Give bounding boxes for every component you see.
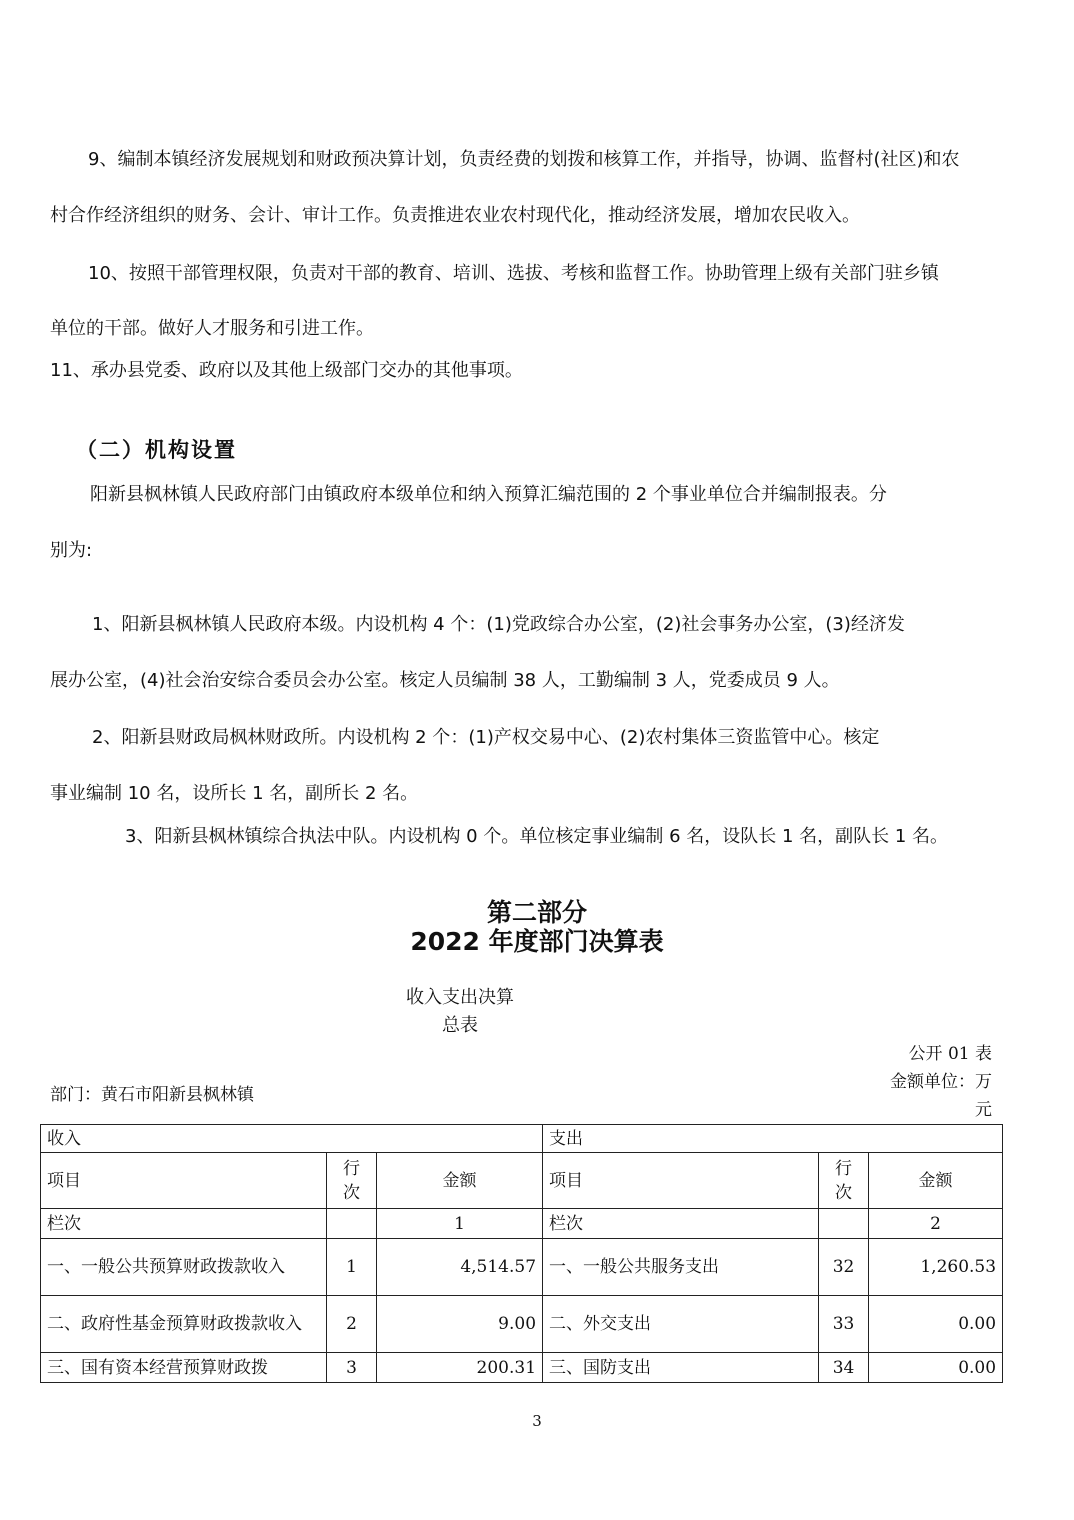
org-item-3: 3、阳新县枫林镇综合执法中队。内设机构 0 个。单位核定事业编制 6 名，设队长 1 名，副队长 1 名。 (125, 826, 949, 847)
table-row (41, 1353, 1003, 1383)
amount-unit-line-1: 金额单位：万 (890, 1072, 992, 1092)
page-number: 3 (532, 1412, 542, 1430)
table-code: 公开 01 表 (908, 1044, 992, 1064)
lanci-income-label: 栏次 (41, 1209, 327, 1239)
income-item: 一、一般公共预算财政拨款收入 (41, 1239, 327, 1296)
table-row (41, 1296, 1003, 1353)
paragraph-9-line-2: 村合作经济组织的财务、会计、审计工作。负责推进农业农村现代化，推动经济发展，增加农民收入。 (50, 205, 860, 226)
lanci-income-row (327, 1209, 377, 1239)
org-item-1-line-2: 展办公室，(4)社会治安综合委员会办公室。核定人员编制 38 人，工勤编制 3 人，党委成员 9 人。 (50, 670, 840, 691)
expense-row-number: 32 (819, 1239, 869, 1296)
section-heading-org-setup: （二）机构设置 (76, 437, 237, 462)
org-item-1-line-1: 1、阳新县枫林镇人民政府本级。内设机构 4 个：(1)党政综合办公室，(2)社会事务办公室，(3)经济发 (92, 614, 905, 635)
paragraph-10-line-1: 10、按照干部管理权限，负责对干部的教育、培训、选拔、考核和监督工作。协助管理上级有关部门驻乡镇 (88, 263, 939, 284)
col-item-expense: 项目 (543, 1153, 819, 1209)
income-amount: 200.31 (377, 1353, 543, 1383)
part-title: 第二部分 (486, 898, 587, 927)
col-row-income: 行 次 (327, 1153, 377, 1209)
income-amount: 9.00 (377, 1296, 543, 1353)
paragraph-10-line-2: 单位的干部。做好人才服务和引进工作。 (50, 318, 374, 339)
expense-header: 支出 (543, 1125, 1003, 1153)
lanci-expense-row (819, 1209, 869, 1239)
income-header: 收入 (41, 1125, 543, 1153)
expense-row-number: 34 (819, 1353, 869, 1383)
expense-item: 一、一般公共服务支出 (543, 1239, 819, 1296)
income-row-number: 2 (327, 1296, 377, 1353)
org-item-2-line-1: 2、阳新县财政局枫林财政所。内设机构 2 个：(1)产权交易中心、(2)农村集体三资监管中心。核定 (92, 727, 880, 748)
table-title-line-2: 总表 (442, 1015, 478, 1036)
amount-unit-line-2: 元 (975, 1100, 992, 1120)
org-intro-line-1: 阳新县枫林镇人民政府部门由镇政府本级单位和纳入预算汇编范围的 2 个事业单位合并编制报表。分 (90, 484, 887, 505)
department-label: 部门：黄石市阳新县枫林镇 (50, 1085, 254, 1105)
income-amount: 4,514.57 (377, 1239, 543, 1296)
lanci-income-number: 1 (377, 1209, 543, 1239)
lanci-expense-label: 栏次 (543, 1209, 819, 1239)
expense-row-number: 33 (819, 1296, 869, 1353)
org-item-2-line-2: 事业编制 10 名，设所长 1 名，副所长 2 名。 (50, 783, 419, 804)
expense-amount: 0.00 (869, 1353, 1003, 1383)
lanci-expense-number: 2 (869, 1209, 1003, 1239)
income-row-number: 3 (327, 1353, 377, 1383)
income-item: 二、政府性基金预算财政拨款收入 (41, 1296, 327, 1353)
table-title-line-1: 收入支出决算 (406, 987, 514, 1008)
expense-amount: 0.00 (869, 1296, 1003, 1353)
income-row-number: 1 (327, 1239, 377, 1296)
income-item: 三、国有资本经营预算财政拨 (41, 1353, 327, 1383)
expense-item: 二、外交支出 (543, 1296, 819, 1353)
paragraph-9-line-1: 9、编制本镇经济发展规划和财政预决算计划，负责经费的划拨和核算工作，并指导，协调、监督村(社区)和农 (88, 149, 960, 170)
table-row (41, 1239, 1003, 1296)
paragraph-11: 11、承办县党委、政府以及其他上级部门交办的其他事项。 (50, 360, 523, 381)
org-intro-line-2: 别为: (50, 540, 93, 561)
part-subtitle: 2022 年度部门决算表 (410, 927, 664, 956)
col-amount-income: 金额 (377, 1153, 543, 1209)
income-expense-table (40, 1124, 1003, 1383)
col-row-expense: 行 次 (819, 1153, 869, 1209)
expense-amount: 1,260.53 (869, 1239, 1003, 1296)
col-amount-expense: 金额 (869, 1153, 1003, 1209)
col-item-income: 项目 (41, 1153, 327, 1209)
expense-item: 三、国防支出 (543, 1353, 819, 1383)
